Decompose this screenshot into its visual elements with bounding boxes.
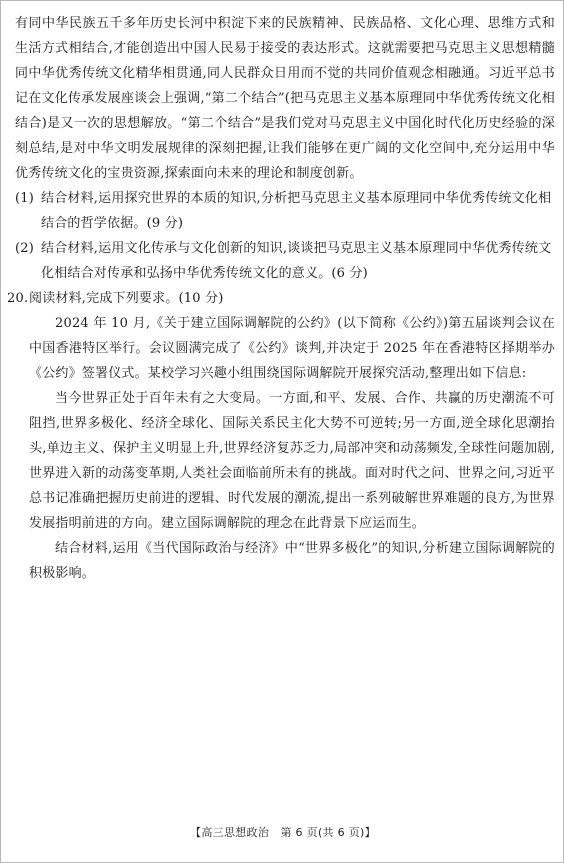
question-19-1-text: 结合材料,运用探究世界的本质的知识,分析把马克思主义基本原理同中华优秀传统文化相结合的哲学依据。(9 分) [41, 191, 552, 231]
question-20-number: 20. [7, 291, 29, 306]
question-19-1-number: (1) [15, 191, 35, 206]
question-20-heading [7, 286, 555, 311]
page-footer: 【高三思想政治 第 6 页(共 6 页)】 [190, 826, 376, 839]
question-20-paragraph-1: 2024 年 10 月,《关于建立国际调解院的公约》(以下简称《公约》)第五届谈判会议在中国香港特区举行。会议圆满完成了《公约》谈判,并决定于 2025 年在香港特区择期举办《公约》签署仪式。某校学习兴趣小组围绕国际调解院开展探究活动,整理出如下信息: [29, 316, 555, 381]
question-19-1 [15, 186, 555, 236]
question-19-2 [15, 236, 555, 286]
question-20-paragraph-2: 当今世界正处于百年未有之大变局。一方面,和平、发展、合作、共赢的历史潮流不可阻挡,世界多极化、经济全球化、国际关系民主化大势不可逆转;另一方面,逆全球化思潮抬头,单边主义、保护主义明显上升,世界经济复苏乏力,局部冲突和动荡频发,全球性问题加剧,世界进入新的动荡变革期,人类社会面临前所未有的挑战。面对时代之问、世界之问,习近平总书记准确把握历史前进的逻辑、时代发展的潮流,提出一系列破解世界难题的良方,为世界发展指明前进的方向。建立国际调解院的理念在此背景下应运而生。 [29, 391, 555, 531]
material-paragraph: 有同中华民族五千多年历史长河中积淀下来的民族精神、民族品格、文化心理、思维方式和生活方式相结合,才能创造出中国人民易于接受的表达形式。这就需要把马克思主义思想精髓同中华优秀传统文化精华相贯通,同人民群众日用而不觉的共同价值观念相融通。习近平总书记在文化传承发展座谈会上强调,“第二个结合”(把马克思主义基本原理同中华优秀传统文化相结合)是又一次的思想解放。“第二个结合”是我们党对马克思主义中国化时代化历史经验的深刻总结,是对中华文明发展规律的深刻把握,让我们能够在更广阔的文化空间中,充分运用中华优秀传统文化的宝贵资源,探索面向未来的理论和制度创新。 [15, 16, 555, 181]
question-19-2-text: 结合材料,运用文化传承与文化创新的知识,谈谈把马克思主义基本原理同中华优秀传统文化相结合对传承和弘扬中华优秀传统文化的意义。(6 分) [41, 241, 552, 281]
question-20-task: 结合材料,运用《当代国际政治与经济》中“世界多极化”的知识,分析建立国际调解院的积极影响。 [29, 541, 555, 581]
question-20-intro: 阅读材料,完成下列要求。(10 分) [29, 291, 224, 306]
question-20-body [15, 311, 555, 586]
page-content [7, 11, 555, 586]
question-19-2-number: (2) [15, 241, 35, 256]
